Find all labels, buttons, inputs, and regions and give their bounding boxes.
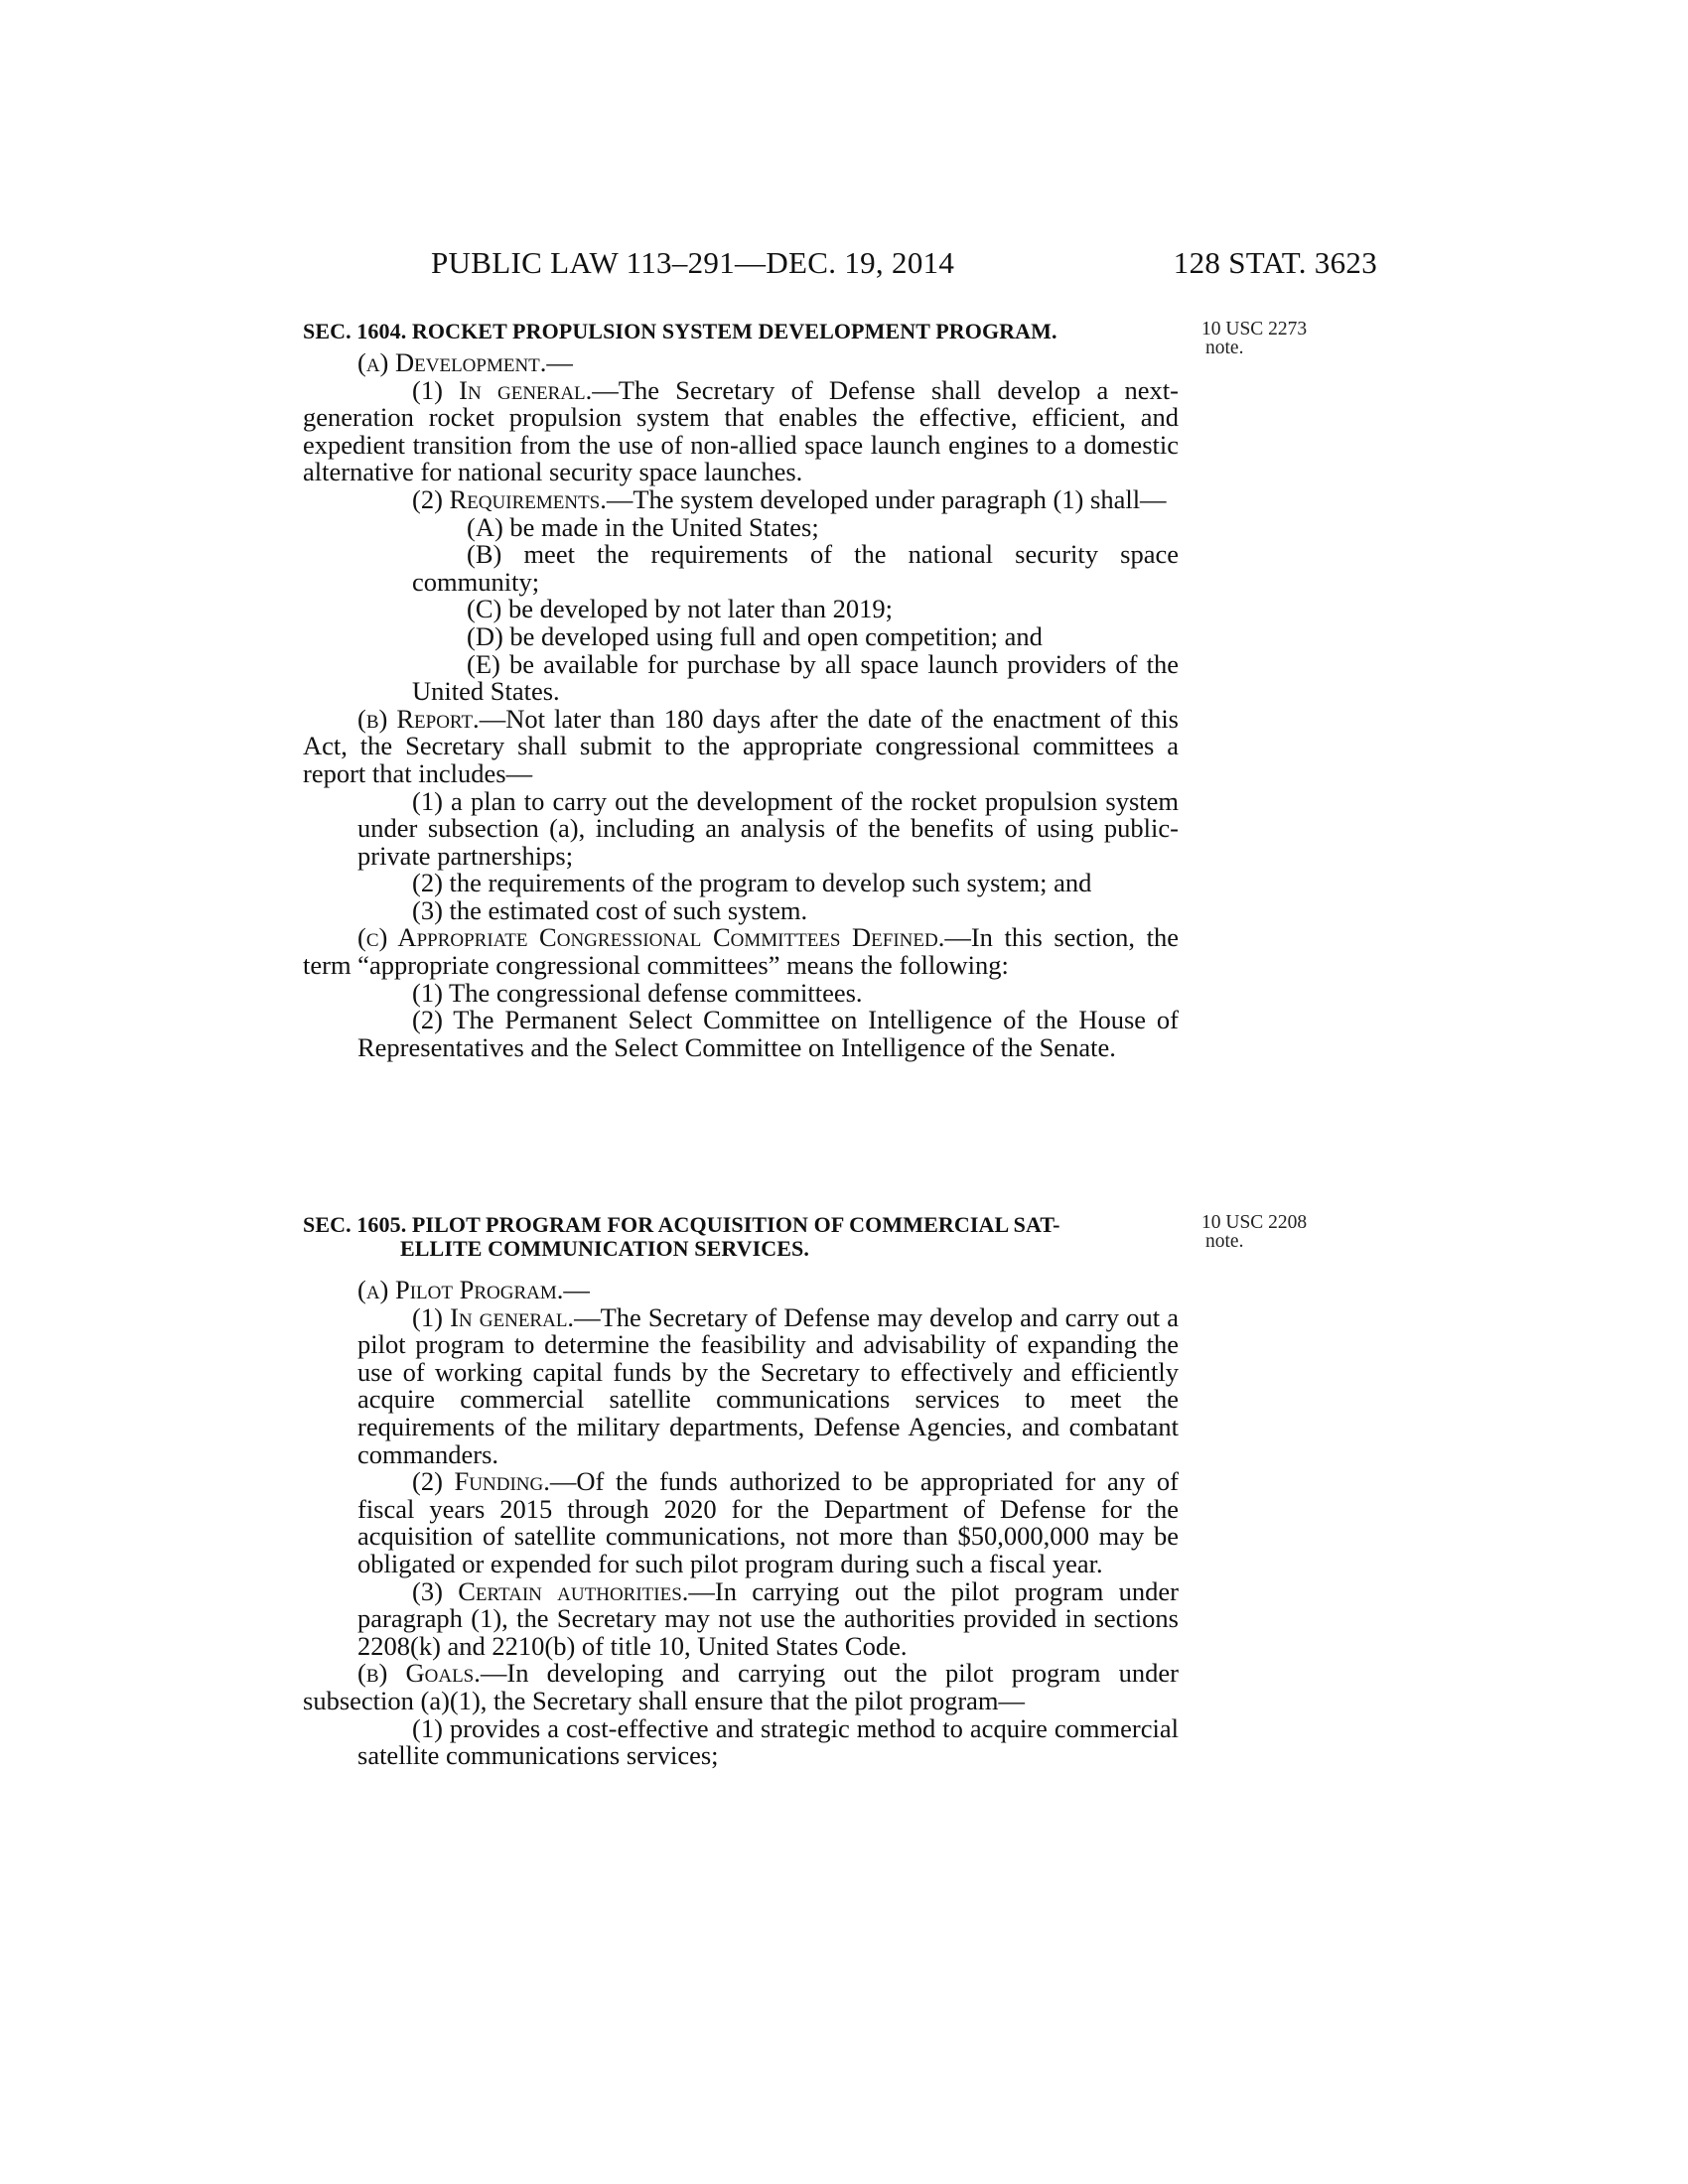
subsection-b: [303, 703, 1179, 788]
margin-note-1604: [1201, 320, 1307, 357]
section-heading: SEC. 1604. ROCKET PROPULSION SYSTEM DEVELOPMENT PROGRAM.: [303, 319, 1057, 343]
item-b3: (3) the estimated cost of such system.: [412, 894, 808, 925]
subsection-text: —Not later than 180 days after the date of the enactment of this Act, the Secretary shall submit to the appropriate congressional committees a report that includes—: [303, 703, 1179, 788]
paragraph-label: (2) Requirements.: [412, 483, 607, 514]
item-c1: (1) The congressional defense committees.: [412, 977, 863, 1008]
subsection-label: (b) Report.: [357, 703, 480, 734]
item-b2: (2) the requirements of the program to develop such system; and: [412, 868, 1092, 898]
paragraph-label: (2) Funding.: [412, 1466, 550, 1497]
margin-note-line: note.: [1205, 1231, 1244, 1252]
item-a2-E: (E) be available for purchase by all space launch providers of the United States.: [412, 648, 1179, 707]
paragraph-a3: [303, 1575, 1179, 1661]
paragraph-a2: [303, 483, 1179, 514]
margin-note-line: 10 USC 2208: [1201, 1212, 1308, 1233]
paragraph-a1: [303, 374, 1179, 487]
subsection-b: [303, 1660, 1179, 1714]
margin-note-1605: [1201, 1213, 1307, 1251]
subsection-label: (a) Pilot Program.—: [357, 1275, 590, 1304]
paragraph-text: —Of the funds authorized to be appropriated for any of fiscal years 2015 through 2020 for the Department of Defense for the acquisition of satellite communications, not more than $50,000,000 may be obligated or expended for such pilot program during such a fiscal year.: [357, 1466, 1179, 1578]
stat-page-number: 128 STAT. 3623: [1173, 245, 1377, 280]
paragraph-label: (1) In general.: [412, 1301, 575, 1332]
paragraph-text: —The Secretary of Defense shall develop a next-generation rocket propulsion system that enables the effective, efficient, and expedient transition from the use of non-allied space launch engines to a domestic alternative for national security space launches.: [303, 374, 1179, 487]
item-b1: (1) a plan to carry out the development of the rocket propulsion system under subsection (a), including an analysis of the benefits of using public-private partnerships;: [357, 785, 1179, 871]
margin-note-line: note.: [1205, 338, 1244, 358]
paragraph-label: (1) In general.: [412, 374, 593, 405]
item-c2: (2) The Permanent Select Committee on Intelligence of the House of Representatives and the Select Committee on Intelligence of the Senate.: [357, 1005, 1179, 1062]
running-header-title: PUBLIC LAW 113–291—DEC. 19, 2014: [431, 245, 955, 280]
item-a2-B: (B) meet the requirements of the national security space community;: [412, 539, 1179, 597]
paragraph-label: (3) Certain authorities.: [412, 1575, 689, 1606]
subsection-text: —In developing and carrying out the pilot program under subsection (a)(1), the Secretary shall ensure that the pilot program—: [303, 1658, 1180, 1715]
paragraph-text: —The system developed under paragraph (1) shall—: [606, 483, 1167, 514]
paragraph-text: —The Secretary of Defense may develop and carry out a pilot program to determine the feasibility and advisability of expanding the use of working capital funds by the Secretary to effectively and efficiently acquire commercial satellite communications services to meet the requirements of the military departments, Defense Agencies, and combatant commanders.: [357, 1301, 1179, 1469]
subsection-a-heading: [303, 349, 1179, 377]
subsection-text: —In this section, the term “appropriate congressional committees” means the following:: [303, 922, 1179, 981]
subsection-a-heading: [303, 1277, 1179, 1304]
paragraph-text: —In carrying out the pilot program under paragraph (1), the Secretary may not use the authorities provided in sections 2208(k) and 2210(b) of title 10, United States Code.: [357, 1575, 1179, 1661]
margin-note-line: 10 USC 2273: [1201, 319, 1308, 340]
subsection-label: (a) Development.—: [357, 347, 573, 377]
item-b1: (1) provides a cost-effective and strategic method to acquire commercial satellite communications services;: [357, 1712, 1179, 1771]
section-1604: [303, 320, 1179, 1061]
paragraph-a2: [303, 1468, 1179, 1577]
section-heading-line: SEC. 1605. PILOT PROGRAM FOR ACQUISITION OF COMMERCIAL SAT-: [303, 1212, 1060, 1237]
section-heading-line: ELLITE COMMUNICATION SERVICES.: [400, 1236, 809, 1261]
subsection-label: (c) Appropriate Congressional Committees Defined.: [357, 922, 945, 953]
item-a2-D: (D) be developed using full and open competition; and: [467, 620, 1043, 651]
paragraph-a1: [303, 1301, 1179, 1469]
section-1605: [303, 1213, 1179, 1770]
subsection-label: (b) Goals.: [357, 1658, 481, 1689]
subsection-c: [303, 924, 1179, 979]
item-a2-C: (C) be developed by not later than 2019;: [467, 594, 894, 624]
item-a2-A: (A) be made in the United States;: [467, 511, 819, 542]
section-heading: [303, 1213, 1179, 1261]
